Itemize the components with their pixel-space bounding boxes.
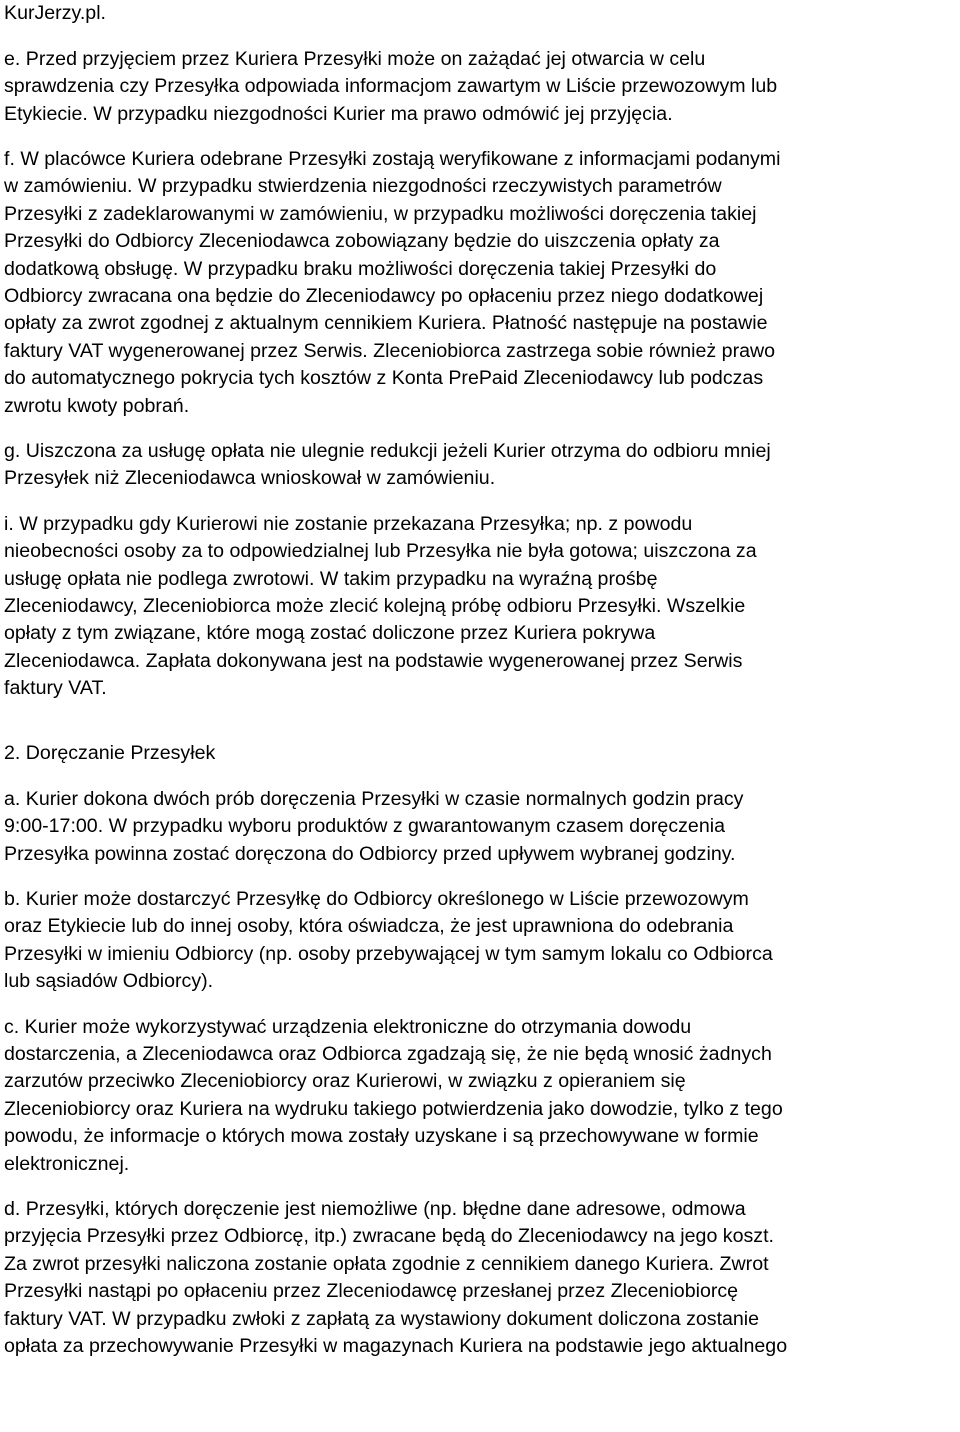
- document-page: [4, 0, 960, 1360]
- paragraph-line: Przesyłek niż Zleceniodawca wnioskował w zamówieniu.: [4, 467, 496, 490]
- paragraph-line: g. Uiszczona za usługę opłata nie ulegnie redukcji jeżeli Kurier otrzyma do odbioru mniej: [4, 439, 771, 462]
- paragraph-i: [4, 511, 960, 703]
- paragraph-line: faktury VAT wygenerowanej przez Serwis. Zleceniobiorca zastrzega sobie również prawo: [4, 339, 776, 362]
- paragraph-d: [4, 1196, 960, 1360]
- paragraph-line: Odbiorcy zwracana ona będzie do Zleceniodawcy po opłaceniu przez niego dodatkowej: [4, 285, 764, 308]
- paragraph-line: elektronicznej.: [4, 1152, 130, 1175]
- paragraph-line: do automatycznego pokrycia tych kosztów z Konta PrePaid Zleceniodawcy lub podczas: [4, 367, 764, 390]
- paragraph-line: Etykiecie. W przypadku niezgodności Kurier ma prawo odmówić jej przyjęcia.: [4, 102, 673, 125]
- paragraph-line: powodu, że informacje o których mowa zostały uzyskane i są przechowywane w formie: [4, 1125, 759, 1148]
- paragraph-line: e. Przed przyjęciem przez Kuriera Przesyłki może on zażądać jej otwarcia w celu: [4, 47, 706, 70]
- paragraph-f: [4, 146, 960, 420]
- paragraph-line: Przesyłki z zadeklarowanymi w zamówieniu, w przypadku możliwości doręczenia takiej: [4, 202, 757, 225]
- paragraph-line: Zleceniodawca. Zapłata dokonywana jest na podstawie wygenerowanej przez Serwis: [4, 649, 743, 672]
- paragraph-line: d. Przesyłki, których doręczenie jest niemożliwe (np. błędne dane adresowe, odmowa: [4, 1197, 746, 1220]
- paragraph-line: Przesyłki nastąpi po opłaceniu przez Zleceniodawcę przesłanej przez Zleceniobiorcę: [4, 1280, 739, 1303]
- paragraph-line: sprawdzenia czy Przesyłka odpowiada informacjom zawartym w Liście przewozowym lub: [4, 75, 778, 98]
- paragraph-line: w zamówieniu. W przypadku stwierdzenia niezgodności rzeczywistych parametrów: [4, 175, 722, 198]
- paragraph-line: faktury VAT.: [4, 677, 107, 700]
- paragraph-line: Zleceniobiorcy oraz Kuriera na wydruku takiego potwierdzenia jako dowodzie, tylko z tego: [4, 1097, 783, 1120]
- paragraph-line: oraz Etykiecie lub do innej osoby, która oświadcza, że jest uprawniona do odebrania: [4, 915, 734, 938]
- section-heading: [4, 740, 960, 767]
- paragraph-line: faktury VAT. W przypadku zwłoki z zapłatą za wystawiony dokument doliczona zostanie: [4, 1307, 760, 1330]
- paragraph-line: opłaty za zwrot zgodnej z aktualnym cennikiem Kuriera. Płatność następuje na postawie: [4, 312, 768, 335]
- paragraph-line: a. Kurier dokona dwóch prób doręczenia Przesyłki w czasie normalnych godzin pracy: [4, 787, 744, 810]
- section-title: 2. Doręczanie Przesyłek: [4, 742, 216, 765]
- paragraph-c: [4, 1014, 960, 1178]
- paragraph-line: usługę opłata nie podlega zwrotowi. W takim przypadku na wyraźną prośbę: [4, 567, 658, 590]
- paragraph-line: opłata za przechowywanie Przesyłki w magazynach Kuriera na podstawie jego aktualnego: [4, 1334, 788, 1357]
- paragraph-line: zarzutów przeciwko Zleceniobiorcy oraz Kurierowi, w związku z opieraniem się: [4, 1070, 686, 1093]
- paragraph-line: f. W placówce Kuriera odebrane Przesyłki zostają weryfikowane z informacjami podanymi: [4, 148, 781, 171]
- paragraph-line: dostarczenia, a Zleceniodawca oraz Odbiorca zgadzają się, że nie będą wnosić żadnych: [4, 1043, 772, 1065]
- paragraph-a: [4, 786, 960, 868]
- paragraph-line: Przesyłki do Odbiorcy Zleceniodawca zobowiązany będzie do uiszczenia opłaty za: [4, 230, 720, 253]
- paragraph-line: dodatkową obsługę. W przypadku braku możliwości doręczenia takiej Przesyłki do: [4, 257, 717, 280]
- paragraph-line: zwrotu kwoty pobrań.: [4, 394, 190, 417]
- paragraph-line: Za zwrot przesyłki naliczona zostanie opłata zgodnie z cennikiem danego Kuriera. Zwrot: [4, 1252, 769, 1275]
- paragraph-line: 9:00-17:00. W przypadku wyboru produktów z gwarantowanym czasem doręczenia: [4, 815, 725, 838]
- site-header: KurJerzy.pl.: [4, 2, 106, 24]
- paragraph-line: przyjęcia Przesyłki przez Odbiorcę, itp.) zwracane będą do Zleceniodawcy na jego koszt.: [4, 1225, 774, 1248]
- paragraph-line: b. Kurier może dostarczyć Przesyłkę do Odbiorcy określonego w Liście przewozowym: [4, 888, 749, 911]
- paragraph-b: [4, 886, 960, 996]
- paragraph-line: c. Kurier może wykorzystywać urządzenia elektroniczne do otrzymania dowodu: [4, 1015, 692, 1038]
- paragraph-e: [4, 46, 960, 128]
- paragraph-line: opłaty z tym związane, które mogą zostać doliczone przez Kuriera pokrywa: [4, 622, 656, 645]
- paragraph-line: lub sąsiadów Odbiorcy).: [4, 970, 214, 993]
- paragraph-line: Przesyłka powinna zostać doręczona do Odbiorcy przed upływem wybranej godziny.: [4, 842, 736, 865]
- paragraph-g: [4, 438, 960, 493]
- paragraph-line: nieobecności osoby za to odpowiedzialnej lub Przesyłka nie była gotowa; uiszczona za: [4, 540, 757, 563]
- paragraph-line: Przesyłki w imieniu Odbiorcy (np. osoby przebywającej w tym samym lokalu co Odbiorca: [4, 942, 773, 965]
- paragraph-line: i. W przypadku gdy Kurierowi nie zostanie przekazana Przesyłka; np. z powodu: [4, 512, 693, 535]
- paragraph-line: Zleceniodawcy, Zleceniobiorca może zlecić kolejną próbę odbioru Przesyłki. Wszelkie: [4, 594, 746, 617]
